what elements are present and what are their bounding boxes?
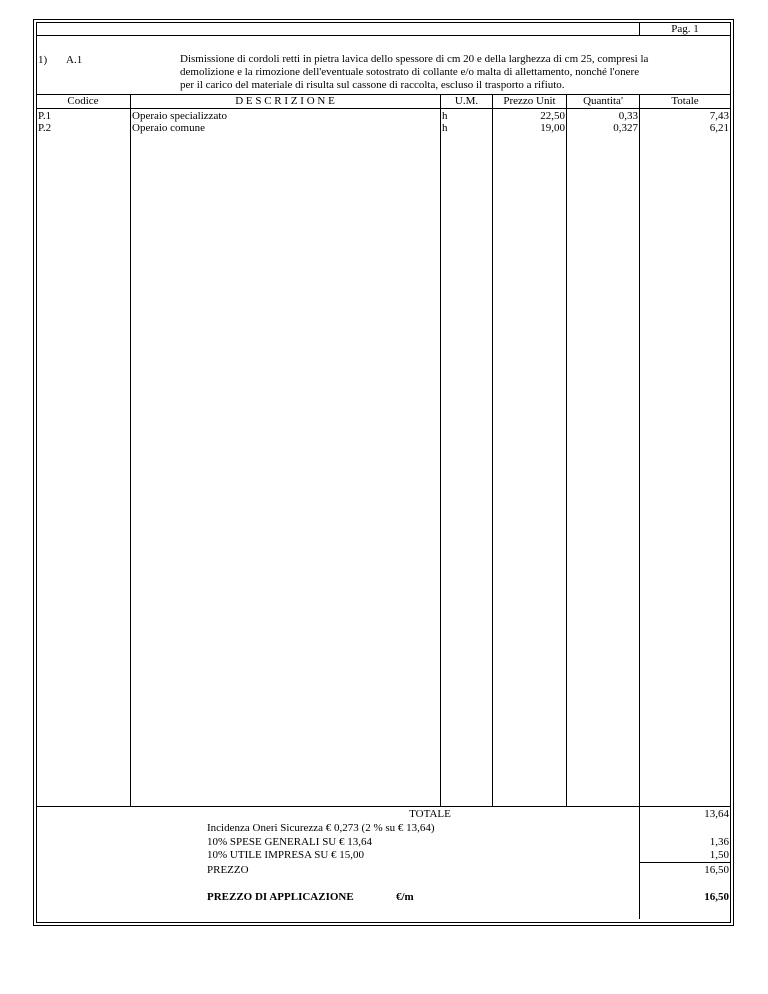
prezzo-divider xyxy=(640,862,731,863)
row-1-totale: 7,43 xyxy=(709,110,729,122)
row-1-um: h xyxy=(442,110,448,122)
utile-label: 10% UTILE IMPRESA SU € 15,00 xyxy=(207,849,365,861)
col-divider-um xyxy=(492,94,493,806)
header-descrizione: D E S C R I Z I O N E xyxy=(235,95,335,107)
col-divider-quantita xyxy=(639,94,640,919)
applicazione-value: 16,50 xyxy=(704,891,729,903)
totale-label: TOTALE xyxy=(409,808,451,820)
row-2-codice: P.2 xyxy=(38,122,52,134)
table-header-bottom-line xyxy=(36,108,731,109)
description-line: per il carico del materiale di risulta sul cassone di raccolta, escluso il trasporto a rifiuto. xyxy=(180,79,565,91)
utile-value: 1,50 xyxy=(709,849,729,861)
applicazione-label: PREZZO DI APPLICAZIONE xyxy=(207,891,354,903)
prezzo-label: PREZZO xyxy=(207,864,249,876)
oneri-label: Incidenza Oneri Sicurezza € 0,273 (2 % su € 13,64) xyxy=(207,822,435,834)
spese-value: 1,36 xyxy=(709,836,729,848)
row-2-descrizione: Operaio comune xyxy=(132,122,205,134)
item-description xyxy=(180,53,728,92)
row-2-quantita: 0,327 xyxy=(613,122,638,134)
page-label: Pag. 1 xyxy=(671,23,699,35)
header-codice: Codice xyxy=(67,95,99,107)
row-2-um: h xyxy=(442,122,448,134)
header-totale: Totale xyxy=(671,95,699,107)
row-1-quantita: 0,33 xyxy=(618,110,638,122)
page-frame-inner xyxy=(36,22,731,923)
col-divider-descrizione xyxy=(440,94,441,806)
row-2-totale: 6,21 xyxy=(709,122,729,134)
description-line: Dismissione di cordoli retti in pietra lavica dello spessore di cm 20 e della larghezza di cm 25, compresi la xyxy=(180,53,649,65)
spese-label: 10% SPESE GENERALI SU € 13,64 xyxy=(207,836,373,848)
col-divider-codice xyxy=(130,94,131,806)
item-code: A.1 xyxy=(66,54,83,66)
row-1-prezzo: 22,50 xyxy=(540,110,565,122)
col-divider-prezzo xyxy=(566,94,567,806)
summary-top-line xyxy=(36,806,731,807)
header-um: U.M. xyxy=(454,95,479,107)
header-prezzo: Prezzo Unit xyxy=(503,95,556,107)
description-line: demolizione e la rimozione dell'eventuale sotostrato di collante e/o malta di allettamento, nonché l'onere xyxy=(180,66,640,78)
totale-value: 13,64 xyxy=(704,808,729,820)
header-quantita: Quantita' xyxy=(583,95,623,107)
applicazione-unit: €/m xyxy=(396,891,414,903)
prezzo-value: 16,50 xyxy=(704,864,729,876)
item-number: 1) xyxy=(38,54,48,66)
row-1-descrizione: Operaio specializzato xyxy=(132,110,227,122)
row-1-codice: P.1 xyxy=(38,110,52,122)
header-divider xyxy=(36,35,731,36)
row-2-prezzo: 19,00 xyxy=(540,122,565,134)
